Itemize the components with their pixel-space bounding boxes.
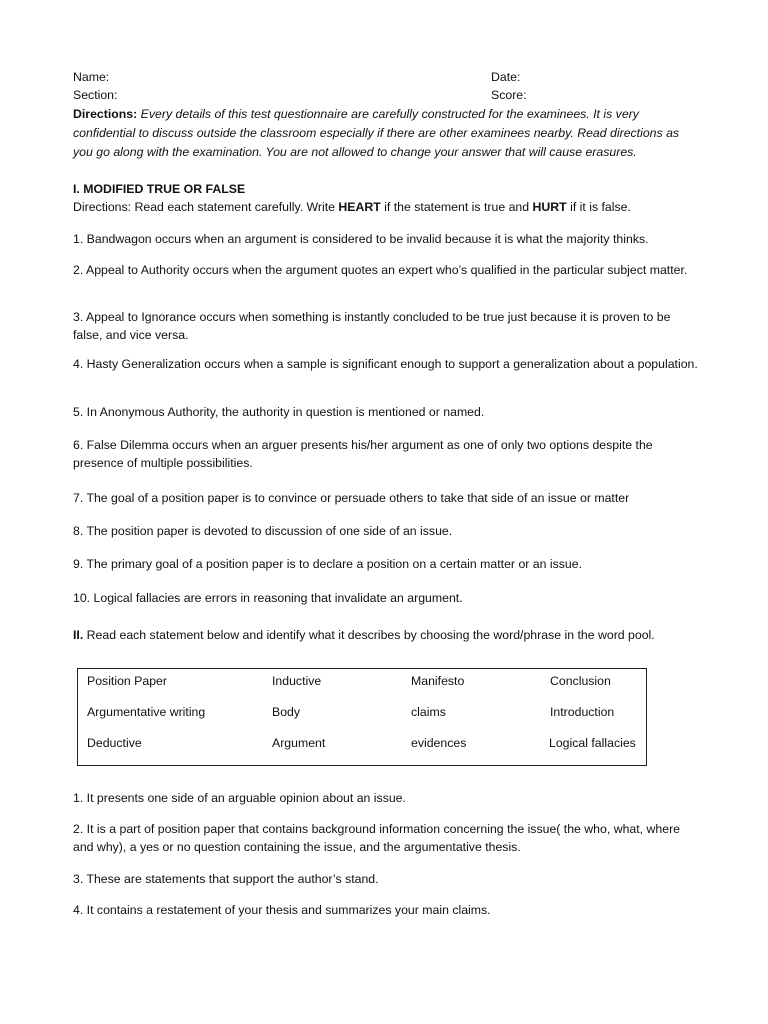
question-item: 7. The goal of a position paper is to convince or persuade others to take that side of an issue or matter [73, 491, 630, 505]
question-item: 6. False Dilemma occurs when an arguer presents his/her argument as one of only two options despite the presence of multiple possibilities. [73, 438, 653, 470]
word-pool-item: Logical fallacies [549, 736, 636, 750]
general-directions [73, 105, 698, 162]
heart-keyword: HEART [338, 200, 381, 214]
question-item: 9. The primary goal of a position paper is to declare a position on a certain matter or an issue. [73, 557, 583, 571]
name-date-row [73, 68, 698, 86]
question-item: 1. Bandwagon occurs when an argument is considered to be invalid because it is what the majority thinks. [73, 232, 649, 246]
hurt-keyword: HURT [532, 200, 567, 214]
word-pool-item: Body [272, 705, 301, 719]
question-item: 3. Appeal to Ignorance occurs when something is instantly concluded to be true just because it is proven to be false, and vice versa. [73, 310, 671, 342]
word-pool-item: Argument [272, 736, 326, 750]
word-pool-item: Inductive [272, 674, 322, 688]
part-one-directions [73, 198, 698, 216]
directions-label: Directions: [73, 107, 138, 121]
part-one-directions-text: if the statement is true and [380, 200, 533, 214]
question-item: 10. Logical fallacies are errors in reasoning that invalidate an argument. [73, 591, 463, 605]
word-pool-item: evidences [411, 736, 467, 750]
part-one-directions-text: if it is false. [566, 200, 631, 214]
part-two-directions [73, 626, 698, 644]
question-item: 4. It contains a restatement of your thesis and summarizes your main claims. [73, 903, 491, 917]
question-item: 3. These are statements that support the author’s stand. [73, 872, 379, 886]
part-one [73, 180, 698, 216]
directions-text: Every details of this test questionnaire are carefully constructed for the examinees. It is very confidential to discuss outside the classroom especially if there are other examinees nearby. Read directions as you go along with the examination. You are not allowed to change your answer that will cause erasures. [73, 107, 680, 159]
question-item: 4. Hasty Generalization occurs when a sample is significant enough to support a generalization about a population. [73, 357, 698, 371]
question-item: 8. The position paper is devoted to discussion of one side of an issue. [73, 524, 453, 538]
word-pool-item: Manifesto [411, 674, 465, 688]
score-label: Score: [491, 88, 527, 102]
question-item: 1. It presents one side of an arguable opinion about an issue. [73, 791, 406, 805]
part-one-title: I. MODIFIED TRUE OR FALSE [73, 182, 246, 196]
question-item: 2. Appeal to Authority occurs when the argument quotes an expert who’s qualified in the particular subject matter. [73, 263, 688, 277]
part-one-directions-text: Directions: Read each statement carefully. Write [73, 200, 339, 214]
word-pool-item: Position Paper [87, 674, 167, 688]
section-label: Section: [73, 88, 118, 102]
word-pool-item: Introduction [550, 705, 615, 719]
date-label: Date: [491, 70, 521, 84]
part-two-directions-text: Read each statement below and identify what it describes by choosing the word/phrase in the word pool. [83, 628, 655, 642]
exam-page [73, 68, 698, 917]
word-pool-box [77, 668, 647, 766]
section-score-row [73, 86, 698, 104]
word-pool-item: Conclusion [550, 674, 611, 688]
word-pool-item: claims [411, 705, 446, 719]
part-two-label: II. [73, 628, 84, 642]
word-pool-item: Argumentative writing [87, 705, 206, 719]
word-pool-item: Deductive [87, 736, 142, 750]
question-item: 5. In Anonymous Authority, the authority in question is mentioned or named. [73, 405, 485, 419]
name-label: Name: [73, 70, 110, 84]
question-item: 2. It is a part of position paper that contains background information concerning the issue( the who, what, where and why), a yes or no question containing the issue, and the argumentative thesis. [73, 822, 680, 854]
